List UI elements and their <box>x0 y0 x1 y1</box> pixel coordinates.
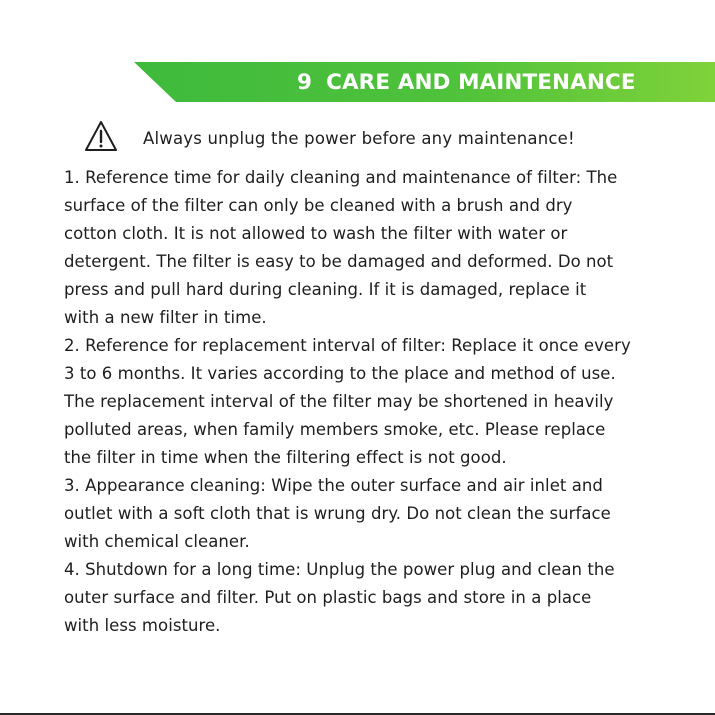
text-line: cotton cloth. It is not allowed to wash the filter with water or <box>64 224 568 243</box>
text-line: The replacement interval of the filter may be shortened in heavily <box>64 392 614 411</box>
text-line: the filter in time when the filtering effect is not good. <box>64 448 507 467</box>
text-line: surface of the filter can only be cleaned with a brush and dry <box>64 196 573 215</box>
text-line: with a new filter in time. <box>64 308 267 327</box>
text-line: with chemical cleaner. <box>64 532 250 551</box>
text-line: with less moisture. <box>64 616 221 635</box>
section-heading <box>297 66 636 100</box>
section-number: 9 <box>297 70 313 95</box>
maintenance-instructions <box>64 164 669 640</box>
text-line: 3. Appearance cleaning: Wipe the outer surface and air inlet and <box>64 476 603 495</box>
text-line: detergent. The filter is easy to be damaged and deformed. Do not <box>64 252 614 271</box>
text-line: 2. Reference for replacement interval of filter: Replace it once every <box>64 336 631 355</box>
warning-text: Always unplug the power before any maintenance! <box>143 129 575 148</box>
text-line: outlet with a soft cloth that is wrung dry. Do not clean the surface <box>64 504 611 523</box>
section-title: CARE AND MAINTENANCE <box>326 70 636 95</box>
text-line: press and pull hard during cleaning. If it is damaged, replace it <box>64 280 587 299</box>
text-line: 1. Reference time for daily cleaning and maintenance of filter: The <box>64 168 618 187</box>
text-line: 3 to 6 months. It varies according to the place and method of use. <box>64 364 616 383</box>
section-banner <box>0 62 715 102</box>
text-line: 4. Shutdown for a long time: Unplug the power plug and clean the <box>64 560 615 579</box>
text-line: polluted areas, when family members smoke, etc. Please replace <box>64 420 606 439</box>
text-line: outer surface and filter. Put on plastic bags and store in a place <box>64 588 592 607</box>
warning-triangle-icon <box>84 120 118 152</box>
warning-notice <box>84 120 684 154</box>
